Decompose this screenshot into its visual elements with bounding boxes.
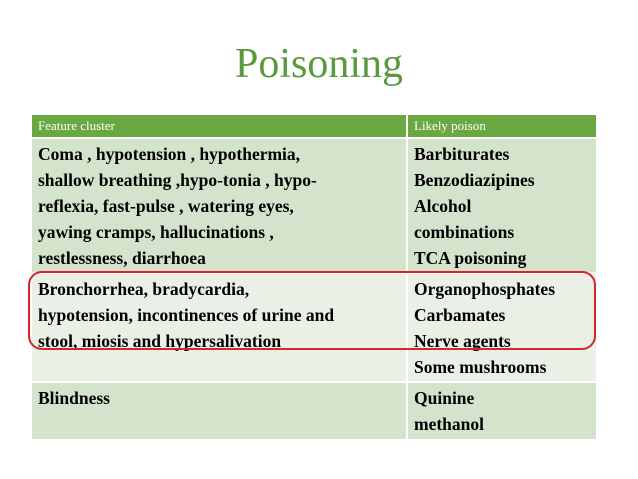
feature-line: yawing cramps, hallucinations , [38,222,274,242]
poison-line: TCA poisoning [414,248,527,268]
feature-line: hypotension, incontinences of urine and [38,305,335,325]
poison-line: Carbamates [414,305,506,325]
feature-line: Blindness [38,388,110,408]
feature-line: restlessness, diarrhoea [38,248,206,268]
table-row [32,273,596,382]
poison-line: Barbiturates [414,144,510,164]
poison-line: Nerve agents [414,331,511,351]
poison-table [32,115,596,439]
slide-title: Poisoning [234,41,404,87]
feature-line: stool, miosis and hypersalivation [38,331,282,351]
poison-line: Organophosphates [414,279,556,299]
poison-line: Alcohol [414,196,472,216]
feature-line: Bronchorrhea, bradycardia, [38,279,250,299]
poison-line: combinations [414,222,515,242]
likely-poison-cell [407,138,596,273]
likely-poison-cell [407,273,596,382]
feature-cluster-cell [32,138,407,273]
table-row [32,382,596,439]
header-likely-poison: Likely poison [407,115,596,138]
feature-line: reflexia, fast-pulse , watering eyes, [38,196,294,216]
poison-line: methanol [414,414,484,434]
feature-cluster-cell [32,273,407,382]
feature-line: shallow breathing ,hypo-tonia , hypo- [38,170,317,190]
poison-line: Benzodiazipines [414,170,535,190]
header-feature-cluster: Feature cluster [32,115,407,138]
likely-poison-cell [407,382,596,439]
feature-line: Coma , hypotension , hypothermia, [38,144,301,164]
feature-cluster-cell [32,382,407,439]
table-header-row [32,115,596,138]
poison-line: Some mushrooms [414,357,547,377]
poison-line: Quinine [414,388,475,408]
table-row [32,138,596,273]
